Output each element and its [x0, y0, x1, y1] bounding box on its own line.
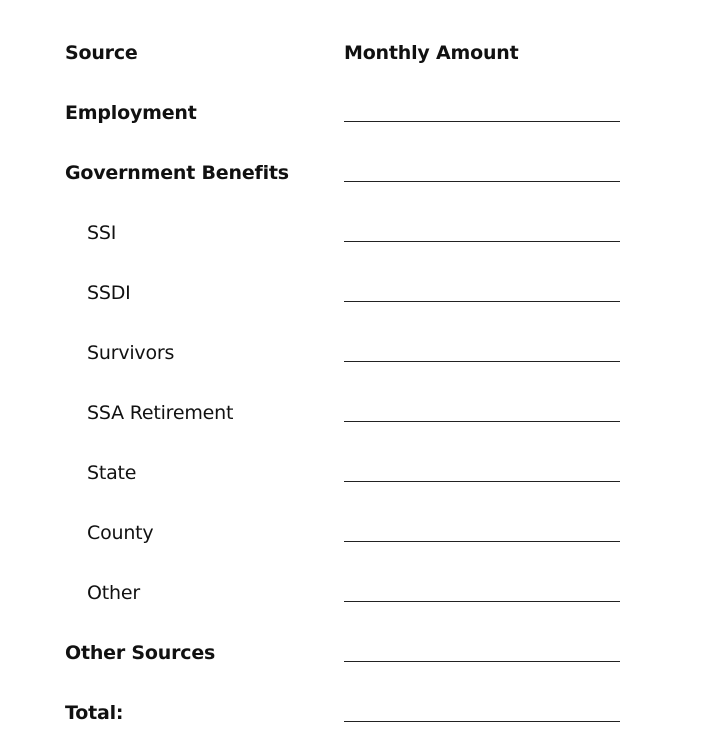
- row-label: Total:: [65, 702, 124, 724]
- source-column-header: Source: [65, 42, 138, 64]
- amount-blank-line[interactable]: [344, 181, 620, 182]
- amount-blank-line[interactable]: [344, 721, 620, 722]
- row-label: Other Sources: [65, 642, 216, 664]
- row-label: State: [87, 462, 137, 484]
- row-label: County: [87, 522, 154, 544]
- header-row: [0, 38, 715, 68]
- amount-blank-line[interactable]: [344, 661, 620, 662]
- row-label: Government Benefits: [65, 162, 289, 184]
- row-employment: [0, 98, 715, 128]
- amount-blank-line[interactable]: [344, 481, 620, 482]
- row-label: SSA Retirement: [87, 402, 234, 424]
- row-county: [0, 518, 715, 548]
- row-label: SSI: [87, 222, 117, 244]
- amount-blank-line[interactable]: [344, 301, 620, 302]
- amount-blank-line[interactable]: [344, 421, 620, 422]
- amount-blank-line[interactable]: [344, 361, 620, 362]
- row-survivors: [0, 338, 715, 368]
- row-label: Survivors: [87, 342, 175, 364]
- row-ssa-retirement: [0, 398, 715, 428]
- row-label: Other: [87, 582, 140, 604]
- amount-blank-line[interactable]: [344, 601, 620, 602]
- row-ssdi: [0, 278, 715, 308]
- row-other: [0, 578, 715, 608]
- row-label: Employment: [65, 102, 197, 124]
- row-state: [0, 458, 715, 488]
- amount-blank-line[interactable]: [344, 121, 620, 122]
- row-label: SSDI: [87, 282, 131, 304]
- amount-blank-line[interactable]: [344, 541, 620, 542]
- row-total: [0, 698, 715, 728]
- row-government-benefits: [0, 158, 715, 188]
- monthly-amount-column-header: Monthly Amount: [344, 42, 519, 64]
- amount-blank-line[interactable]: [344, 241, 620, 242]
- row-other-sources: [0, 638, 715, 668]
- row-ssi: [0, 218, 715, 248]
